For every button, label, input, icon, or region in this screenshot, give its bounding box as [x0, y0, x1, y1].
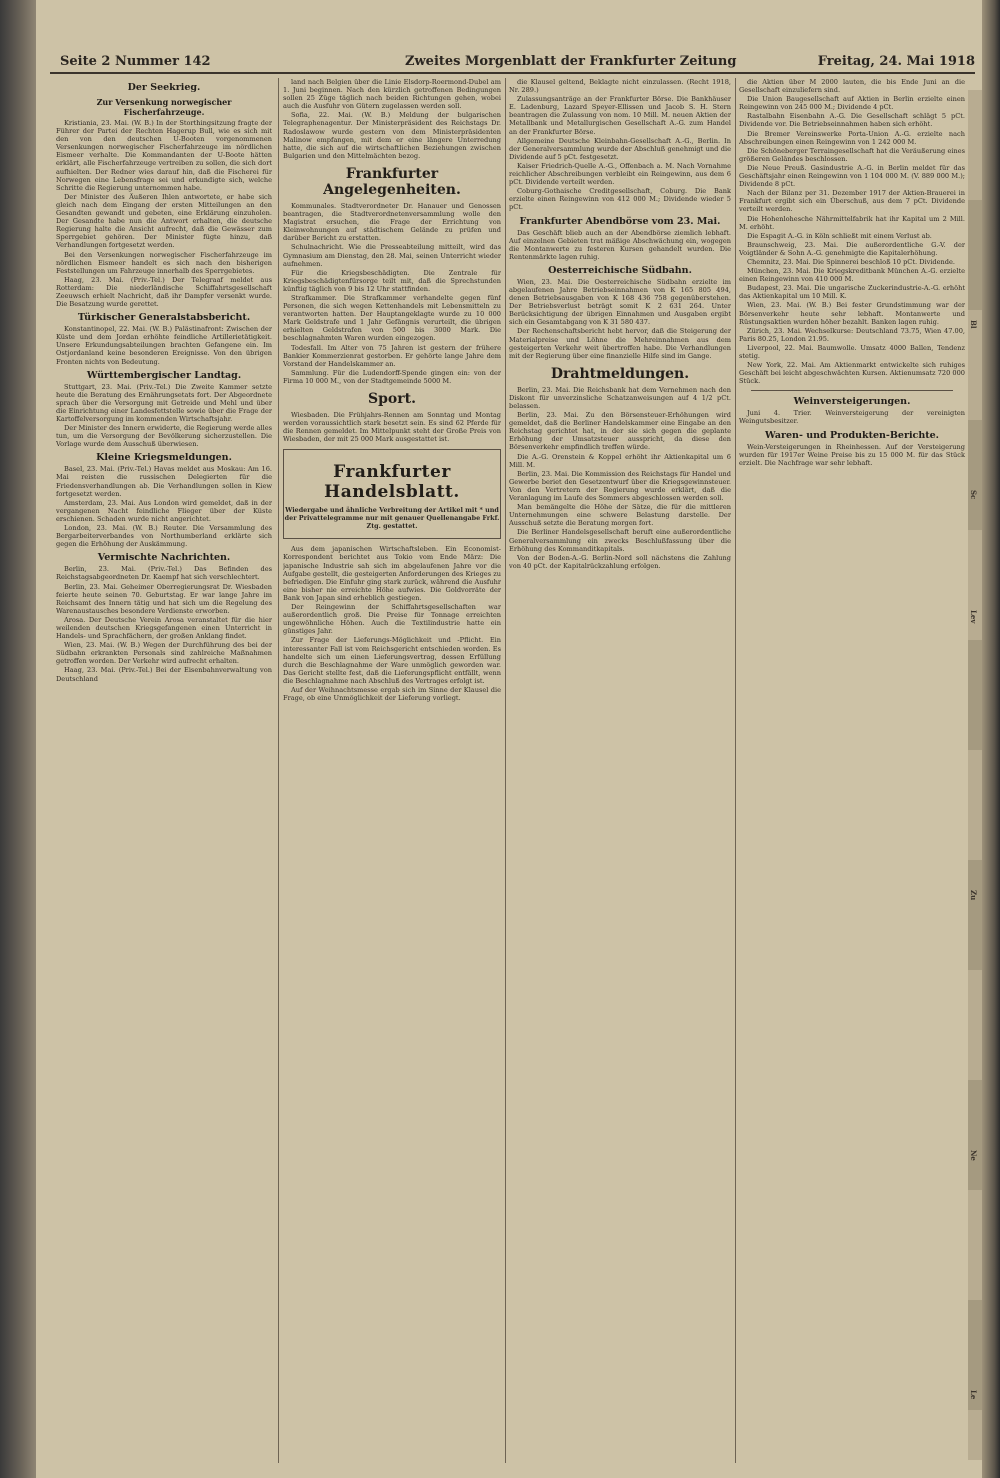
article-paragraph: Strafkammer. Die Strafkammer verhandelte gegen fünf Personen, die sich wegen Kettenhandels mit Lebensmitteln zu verantworten hatten. Der Hauptangeklagte wurde zu 10 000 Mark Geldstrafe und 1 Jahr Gefängnis verurteilt, die übrigen erhielten Geldstrafen von 500 bis 3000 Mark. Die beschlagnahmten Waren wurden eingezogen.	[283, 293, 501, 343]
article-paragraph: Aus dem japanischen Wirtschaftsleben. Ein Economist-Korrespondent berichtet aus Tokio vom Ende März: Die japanische Industrie sah sich im abgelaufenen Jahre vor die Aufgabe gestellt, die gesteigerten Anforderungen des Krieges zu befriedigen. Die Einfuhr ging stark zurück, während die Ausfuhr eine bisher nie erreichte Höhe aufwies. Die Goldvorräte der Bank von Japan sind erheblich gestiegen.	[283, 545, 501, 602]
article-paragraph: Kaiser Friedrich-Quelle A.-G., Offenbach a. M. Nach Vornahme reichlicher Abschreibungen verbleibt ein Reingewinn, aus dem 6 pCt. Dividende verteilt werden.	[509, 161, 731, 187]
ad-fragment: Ne	[969, 1150, 978, 1161]
section-heading: Frankfurter Handelsblatt.	[324, 462, 460, 503]
article-paragraph: München, 23. Mai. Die Kriegskreditbank München A.-G. erzielte einen Reingewinn von 410 000 M.	[739, 267, 965, 284]
article-paragraph: Rastalbahn Eisenbahn A.-G. Die Gesellschaft schlägt 5 pCt. Dividende vor. Die Betriebseinnahmen haben sich erhöht.	[739, 112, 965, 129]
section-heading: Waren- und Produkten-Berichte.	[765, 429, 939, 441]
page-binding	[0, 0, 36, 1478]
masthead	[50, 50, 975, 72]
article-paragraph: Nach der Bilanz per 31. Dezember 1917 der Aktien-Brauerei in Frankfurt ergibt sich ein Überschuß, aus dem 7 pCt. Dividende verteilt werden.	[739, 189, 965, 214]
ad-fragment: Bl	[969, 320, 978, 329]
column-separator	[278, 78, 279, 1463]
section-heading: Sport.	[368, 391, 416, 407]
section-heading: Der Seekrieg.	[127, 82, 201, 93]
article-paragraph: die Aktien über M 2000 lauten, die bis Ende Juni an die Gesellschaft einzuliefern sind.	[739, 78, 965, 95]
issue-date: Freitag, 24. Mai 1918	[817, 54, 975, 69]
article-paragraph: Kristiania, 23. Mai. (W. B.) In der Storthingsitzung fragte der Führer der Partei der Rechten Hagerup Bull, wie es sich mit den von den deutschen U-Booten vorgenommenen Versenkungen norwegischer Fischerfahrzeuge im nördlichen Eismeer verhalte. Die Kommandanten der U-Boote hätten erklärt, alle Fischerfahrzeuge vertreiben zu sollen, die sich dort aufhielten. Der Redner wies darauf hin, daß die Fischerei für Norwegen eine Lebensfrage sei und erkundigte sich, welche Schritte die Regierung unternommen habe.	[56, 119, 272, 192]
article-paragraph: Die Espagit A.-G. in Köln schließt mit einem Verlust ab.	[747, 231, 932, 240]
article-paragraph: Schulnachricht. Wie die Presseabteilung mitteilt, wird das Gymnasium am Dienstag, den 28. Mai, seinen Unterricht wieder aufnehmen.	[283, 243, 501, 268]
column-1	[56, 78, 272, 1468]
article-paragraph: Arosa. Der Deutsche Verein Arosa veranstaltet für die hier weilenden deutschen Kriegsgefangenen einen Unterricht in Handels- und Sprachfächern, der großen Anklang findet.	[56, 615, 272, 641]
article-paragraph: Der Minister des Innern erwiderte, die Regierung werde alles tun, um die Versorgung der Bevölkerung sicherzustellen. Die Vorlage wurde dem Ausschuß überwiesen.	[56, 424, 272, 449]
article-paragraph: Die Neue Preuß. Gasindustrie A.-G. in Berlin meldet für das Geschäftsjahr einen Reingewinn von 1 104 000 M. (V. 889 000 M.); Dividende 8 pCt.	[739, 163, 965, 189]
column-4	[739, 78, 965, 1468]
page-edge	[982, 0, 1000, 1478]
article-paragraph: Bei den Versenkungen norwegischer Fischerfahrzeuge im nördlichen Eismeer handelt es sich nach den bisherigen Feststellungen um Fahrzeuge innerhalb des Sperrgebietes.	[56, 250, 272, 275]
ad-fragment: Sc	[969, 490, 978, 500]
article-paragraph: Wiesbaden. Die Frühjahrs-Rennen am Sonntag und Montag werden voraussichtlich stark besetzt sein. Es sind 62 Pferde für die Rennen gemeldet. Im Mittelpunkt steht der Große Preis von Wiesbaden, der mit 25 000 Mark ausgestattet ist.	[283, 411, 501, 444]
section-heading: Vermischte Nachrichten.	[97, 552, 231, 564]
article-paragraph: Zürich, 23. Mai. Wechselkurse: Deutschland 73.75, Wien 47.00, Paris 80.25, London 21.95.	[739, 326, 965, 343]
section-heading: Türkischer Generalstabsbericht.	[77, 312, 251, 324]
article-paragraph: Berlin, 23. Mai. Die Reichsbank hat dem Vernehmen nach den Diskont für unverzinsliche Schatzanweisungen auf 4 1/2 pCt. belassen.	[509, 385, 731, 410]
article-paragraph: Konstantinopel, 22. Mai. (W. B.) Palästinafront: Zwischen der Küste und dem Jordan erhöhte feindliche Artillerietätigkeit. Unsere Erkundungsabteilungen brachten Gefangene ein. Im Ostjordanland keine besonderen Ereignisse. Von den übrigen Fronten nichts von Bedeutung.	[56, 325, 272, 366]
column-separator	[735, 78, 736, 1463]
article-paragraph: Wein-Versteigerungen in Rheinhessen. Auf der Versteigerung wurden für 1917er Weine Preise bis zu 15 000 M. für das Stück erzielt. Die Nachfrage war sehr lebhaft.	[739, 442, 965, 467]
reprint-notice: Wiedergabe und ähnliche Verbreitung der Artikel mit * und der Privattelegramme nur mit genauer Quellenangabe Frkf. Ztg. gestattet.	[284, 506, 500, 531]
article-paragraph: Stuttgart, 23. Mai. (Priv.-Tel.) Die Zweite Kammer setzte heute die Beratung des Ernährungsetats fort. Der Abgeordnete sprach über die Versorgung mit Getreide und Mehl und über die Einrichtung einer Landesfettstelle sowie über die Frage der Kartoffelversorgung im kommenden Wirtschaftsjahr.	[56, 382, 272, 423]
section-heading: Kleine Kriegsmeldungen.	[96, 452, 232, 464]
article-paragraph: Zulassungsanträge an der Frankfurter Börse. Die Bankhäuser E. Ladenburg, Lazard Speyer-Ellissen und Jacob S. H. Stern beantragen die Zulassung von nom. 10 Mill. M. neuen Aktien der Metallbank und Metallurgischen Gesellschaft A.-G. zum Handel an der Frankfurter Börse.	[509, 95, 731, 136]
newspaper-title: Zweites Morgenblatt der Frankfurter Zeitung	[405, 54, 737, 69]
column-2	[283, 78, 501, 1468]
article-paragraph: Basel, 23. Mai. (Priv.-Tel.) Havas meldet aus Moskau: Am 16. Mai reisten die russischen Delegierten für die Friedensverhandlungen ab. Die Verhandlungen sollen in Kiew fortgesetzt werden.	[56, 465, 272, 498]
article-paragraph: Die A.-G. Orenstein & Koppel erhöht ihr Aktienkapital um 6 Mill. M.	[509, 452, 731, 469]
article-paragraph: Von der Boden-A.-G. Berlin-Nord soll nächstens die Zahlung von 40 pCt. der Kapitalrückzahlung erfolgen.	[509, 553, 731, 570]
article-paragraph: Haag, 23. Mai. (Priv.-Tel.) Der Telegraaf meldet aus Rotterdam: Die niederländische Schiffahrtsgesellschaft Zeeuwsch erhielt Nachricht, daß ihr Dampfer versenkt wurde. Die Besatzung wurde gerettet.	[56, 275, 272, 309]
article-paragraph: Berlin, 23. Mai. (Priv.-Tel.) Das Befinden des Reichstagsabgeordneten Dr. Kaempf hat sich verschlechtert.	[56, 565, 272, 582]
article-paragraph: Auf der Weihnachtsmesse ergab sich im Sinne der Klausel die Frage, ob eine Unmöglichkeit der Lieferung vorliegt.	[283, 685, 501, 703]
article-paragraph: Die Bremer Vereinswerke Porta-Union A.-G. erzielte nach Abschreibungen einen Reingewinn von 1 242 000 M.	[739, 129, 965, 146]
article-title: Zur Versenkung norwegischer Fischerfahrzeuge.	[96, 97, 232, 117]
handelsblatt-box	[283, 449, 501, 539]
article-paragraph: land nach Belgien über die Linie Elsdorp-Roermond-Dubel am 1. Juni beginnen. Nach den kürzlich getroffenen Bedingungen sollen 25 Züge täglich nach beiden Richtungen gehen, wobei auch die Ausfuhr von Gütern zugelassen werden soll.	[283, 78, 501, 111]
article-paragraph: Braunschweig, 23. Mai. Die außerordentliche G.-V. der Voigtländer & Sohn A.-G. genehmigte die Kapitalerhöhung.	[739, 240, 965, 257]
column-separator	[505, 78, 506, 1463]
article-paragraph: Berlin, 23. Mai. Geheimer Oberregierungsrat Dr. Wiesbaden feierte heute seinen 70. Geburtstag. Er war lange Jahre im Reichsamt des Innern tätig und hat sich um die Regelung des Warenaustausches besondere Verdienste erworben.	[56, 582, 272, 615]
section-heading: Frankfurter Abendbörse vom 23. Mai.	[519, 215, 721, 227]
ad-fragment: Zu	[969, 890, 978, 901]
section-heading: Drahtmeldungen.	[550, 365, 690, 382]
section-heading: Württembergischer Landtag.	[86, 369, 242, 381]
article-paragraph: Wien, 23. Mai. (W. B.) Wegen der Durchführung des bei der Südbahn erkrankten Personals sind zahlreiche Maßnahmen getroffen worden. Der Verkehr wird aufrecht erhalten.	[56, 641, 272, 666]
article-paragraph: Wien, 23. Mai. Die Oesterreichische Südbahn erzielte im abgelaufenen Jahre Betriebseinnahmen von K 165 805 494, denen Betriebsausgaben von K 168 436 758 gegenüberstehen. Der Betriebsverlust beträgt somit K 2 631 264. Unter Berücksichtigung der übrigen Einnahmen und Ausgaben ergibt sich ein Gesamtabgang von K 31 580 437.	[509, 277, 731, 327]
article-paragraph: die Klausel geltend, Beklagte nicht einzulassen. (Recht 1918, Nr. 289.)	[509, 78, 731, 95]
article-paragraph: Haag, 23. Mai. (Priv.-Tel.) Bei der Eisenbahnverwaltung von Deutschland	[56, 666, 272, 683]
article-paragraph: Wien, 23. Mai. (W. B.) Bei fester Grundstimmung war der Börsenverkehr heute sehr lebhaft. Montanwerte und Rüstungsaktien wurden höher bezahlt. Banken lagen ruhig.	[739, 301, 965, 326]
article-paragraph: Kommunales. Stadtverordneter Dr. Hanauer und Genossen beantragen, die Stadtverordnetenversammlung wolle den Magistrat ersuchen, die Frage der Errichtung von Kleinwohnungen auf städtischem Gelände zu prüfen und darüber Bericht zu erstatten.	[283, 201, 501, 243]
article-paragraph: Chemnitz, 23. Mai. Die Spinnerei beschloß 10 pCt. Dividende.	[747, 257, 956, 266]
article-paragraph: London, 23. Mai. (W. B.) Reuter. Die Versammlung des Bergarbeiterverbandes von Northumberland erklärte sich gegen die Erhöhung der Auskämmung.	[56, 524, 272, 549]
section-heading: Oesterreichische Südbahn.	[548, 264, 692, 276]
article-paragraph: New York, 22. Mai. Am Aktienmarkt entwickelte sich ruhiges Geschäft bei leicht abgeschwächten Kursen. Aktienumsatz 720 000 Stück.	[739, 361, 965, 386]
article-paragraph: Der Minister des Äußeren Ihlen antwortete, er habe sich gleich nach dem Eingang der ersten Mitteilungen an den Gesandten gewandt und gebeten, eine Erklärung einzuholen. Der Gesandte habe nun die Antwort erhalten, die deutsche Regierung halte die Ansicht aufrecht, daß die Gewässer zum Sperrgebiet gehören. Der Minister fügte hinzu, daß Verhandlungen fortgesetzt werden.	[56, 192, 272, 250]
article-paragraph: Amsterdam, 23. Mai. Aus London wird gemeldet, daß in der vergangenen Nacht feindliche Flieger über der Küste erschienen. Schaden wurde nicht angerichtet.	[56, 498, 272, 523]
article-paragraph: Der Rechenschaftsbericht hebt hervor, daß die Steigerung der Materialpreise und Löhne die Mehreinnahmen aus dem gesteigerten Verkehr weit übertroffen habe. Die Verhandlungen mit der Regierung über eine finanzielle Hilfe sind im Gange.	[509, 327, 731, 360]
article-paragraph: Der Reingewinn der Schiffahrtsgesellschaften war außerordentlich groß. Die Preise für Tonnage erreichten ungewöhnliche Höhen. Auch die Textilindustrie hatte ein günstiges Jahr.	[283, 603, 501, 636]
article-paragraph: Allgemeine Deutsche Kleinbahn-Gesellschaft A.-G., Berlin. In der Generalversammlung wurde der Abschluß genehmigt und die Dividende auf 5 pCt. festgesetzt.	[509, 136, 731, 161]
section-heading: Weinversteigerungen.	[793, 396, 911, 408]
masthead-rule	[50, 72, 975, 74]
article-paragraph: Sammlung. Für die Ludendorff-Spende gingen ein: von der Firma 10 000 M., von der Stadtgemeinde 5000 M.	[283, 368, 501, 385]
article-paragraph: Coburg-Gothaische Creditgesellschaft, Coburg. Die Bank erzielte einen Reingewinn von 412 000 M.; Dividende wieder 5 pCt.	[509, 187, 731, 212]
article-paragraph: Liverpool, 22. Mai. Baumwolle. Umsatz 4000 Ballen, Tendenz stetig.	[739, 343, 965, 360]
article-paragraph: Berlin, 23. Mai. Die Kommission des Reichstags für Handel und Gewerbe beriet den Gesetzentwurf über die Kriegsgewinnsteuer. Von den Vertretern der Regierung wurde erklärt, daß die Veranlagung im Laufe des Sommers abgeschlossen werden soll.	[509, 469, 731, 503]
column-3	[509, 78, 731, 1468]
ad-fragment: Lev	[969, 610, 978, 624]
article-paragraph: Zur Frage der Lieferungs-Möglichkeit und -Pflicht. Ein interessanter Fall ist vom Reichsgericht entschieden worden. Es handelte sich um einen Lieferungsvertrag, dessen Erfüllung durch die Beschlagnahme der Ware unmöglich geworden war. Das Gericht stellte fest, daß die Lieferungspflicht entfällt, wenn die Beschlagnahme nach Abschluß des Vertrages erfolgt ist.	[283, 636, 501, 685]
article-paragraph: Für die Kriegsbeschädigten. Die Zentrale für Kriegsbeschädigtenfürsorge teilt mit, daß die Sprechstunden künftig täglich von 9 bis 12 Uhr stattfinden.	[283, 268, 501, 293]
article-paragraph: Berlin, 23. Mai. Zu den Börsensteuer-Erhöhungen wird gemeldet, daß die Berliner Handelskammer eine Eingabe an den Reichstag gerichtet hat, in der sie sich gegen die geplante Erhöhung der Umsatzsteuer ausspricht, da diese den Börsenverkehr empfindlich treffen würde.	[509, 411, 731, 452]
article-paragraph: Man bemängelte die Höhe der Sätze, die für die mittleren Unternehmungen eine schwere Belastung darstelle. Der Ausschuß setzte die Beratung morgen fort.	[509, 503, 731, 528]
divider	[751, 390, 953, 391]
article-paragraph: Todesfall. Im Alter von 75 Jahren ist gestern der frühere Bankier Kommerzienrat gestorben. Er gehörte lange Jahre dem Vorstand der Handelskammer an.	[283, 343, 501, 368]
page-number: Seite 2 Nummer 142	[60, 54, 211, 69]
section-heading: Frankfurter Angelegenheiten.	[323, 165, 461, 198]
article-paragraph: Sofia, 22. Mai. (W. B.) Meldung der bulgarischen Telegraphenagentur. Der Ministerpräsident des Reichstags Dr. Radoslawow wurde gestern von dem Ministerpräsidenten Malinow empfangen, mit dem er eine längere Unterredung hatte, die sich auf die wirtschaftlichen Beziehungen zwischen Bulgarien und den Mittelmächten bezog.	[283, 111, 501, 160]
adjacent-page-ads	[968, 90, 982, 1460]
article-paragraph: Juni 4. Trier. Weinversteigerung der vereinigten Weingutsbesitzer.	[739, 409, 965, 426]
article-paragraph: Die Berliner Handelsgesellschaft beruft eine außerordentliche Generalversammlung ein zwecks Beschlußfassung über die Erhöhung des Kommanditkapitals.	[509, 528, 731, 553]
article-paragraph: Das Geschäft blieb auch an der Abendbörse ziemlich lebhaft. Auf einzelnen Gebieten trat mäßige Abschwächung ein, wogegen die Montanwerte zu festeren Kursen gehandelt wurden. Die Rentenmärkte lagen ruhig.	[509, 228, 731, 261]
article-paragraph: Die Schöneberger Terraingesellschaft hat die Veräußerung eines größeren Geländes beschlossen.	[739, 146, 965, 163]
article-paragraph: Die Union Baugesellschaft auf Aktien in Berlin erzielte einen Reingewinn von 245 000 M.; Dividende 4 pCt.	[739, 95, 965, 112]
article-paragraph: Budapest, 23. Mai. Die ungarische Zuckerindustrie-A.-G. erhöht das Aktienkapital um 10 Mill. K.	[739, 284, 965, 301]
article-paragraph: Die Hohenlohesche Nährmittelfabrik hat ihr Kapital um 2 Mill. M. erhöht.	[739, 214, 965, 231]
ad-fragment: Le	[969, 1390, 978, 1400]
